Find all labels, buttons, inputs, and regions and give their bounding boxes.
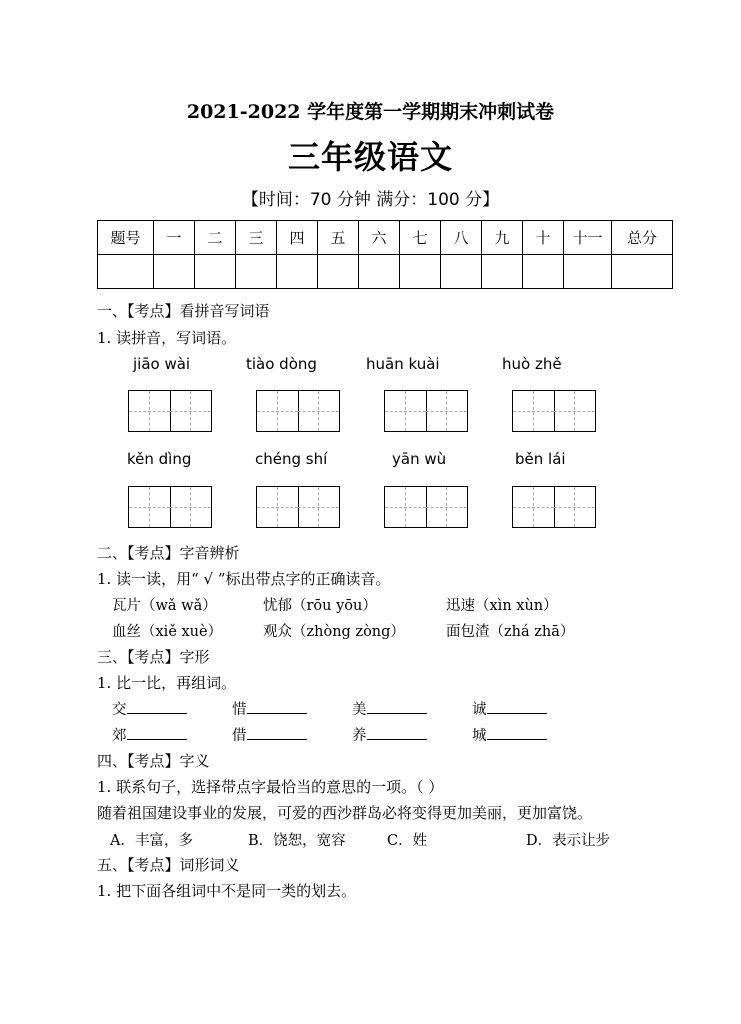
word-char: 郊 <box>112 728 127 744</box>
pronunciation-item[interactable]: 血丝（xiě xuè） <box>112 624 223 640</box>
pinyin-label: kěn dìng <box>127 450 192 468</box>
score-header-cell: 题号 <box>98 221 154 255</box>
writing-grid[interactable] <box>256 486 340 528</box>
pronunciation-item[interactable]: 面包渣（zhá zhā） <box>446 624 575 640</box>
section4-sentence: 随着祖国建设事业的发展，可爱的西沙群岛必将变得更加美丽，更加富饶。 <box>97 804 593 822</box>
pinyin-label: tiào dòng <box>246 355 317 373</box>
option-d[interactable]: D．表示让步 <box>526 833 611 849</box>
section3-question: 1. 比一比，再组词。 <box>97 674 237 692</box>
pronunciation-item[interactable]: 迅速（xìn xùn） <box>446 598 558 614</box>
score-header-cell: 九 <box>482 221 523 255</box>
time-info: 【时间：70 分钟 满分：100 分】 <box>241 190 500 210</box>
section1-heading: 一、【考点】看拼音写词语 <box>97 302 270 320</box>
writing-grid[interactable] <box>384 486 468 528</box>
word-char: 诚 <box>472 702 487 718</box>
word-item <box>352 724 427 745</box>
section4-heading: 四、【考点】字义 <box>97 752 210 770</box>
pronunciation-item[interactable]: 观众（zhòng zòng） <box>263 624 405 640</box>
score-input-cell[interactable] <box>359 255 400 289</box>
pinyin-label: yān wù <box>392 450 447 468</box>
subject-title: 三年级语文 <box>287 138 453 176</box>
answer-blank[interactable] <box>247 699 307 714</box>
section2-question: 1. 读一读，用“ √ ”标出带点字的正确读音。 <box>97 570 391 588</box>
score-input-cell[interactable] <box>441 255 482 289</box>
section1-question: 1. 读拼音，写词语。 <box>97 329 237 347</box>
writing-grid[interactable] <box>128 390 212 432</box>
pinyin-label: běn lái <box>515 450 566 468</box>
pinyin-label: huò zhě <box>502 355 562 373</box>
word-item <box>112 724 187 745</box>
answer-blank[interactable] <box>127 699 187 714</box>
answer-blank[interactable] <box>367 699 427 714</box>
score-input-cell[interactable] <box>564 255 612 289</box>
score-input-cell[interactable] <box>154 255 195 289</box>
word-char: 借 <box>232 728 247 744</box>
word-item <box>472 724 547 745</box>
option-b[interactable]: B．饶恕，宽容 <box>248 833 346 849</box>
word-item <box>232 698 307 719</box>
exam-title: 2021-2022 学年度第一学期期末冲刺试卷 <box>186 101 555 123</box>
section5-question: 1. 把下面各组词中不是同一类的划去。 <box>97 882 357 900</box>
score-header-row <box>98 221 673 255</box>
score-header-cell: 七 <box>400 221 441 255</box>
word-char: 惜 <box>232 702 247 718</box>
word-item <box>112 698 187 719</box>
writing-grid[interactable] <box>128 486 212 528</box>
score-header-cell: 四 <box>277 221 318 255</box>
score-input-cell[interactable] <box>612 255 673 289</box>
score-input-cell[interactable] <box>400 255 441 289</box>
answer-blank[interactable] <box>367 725 427 740</box>
section3-heading: 三、【考点】字形 <box>97 648 210 666</box>
word-char: 养 <box>352 728 367 744</box>
word-char: 交 <box>112 702 127 718</box>
score-input-cell[interactable] <box>318 255 359 289</box>
option-c[interactable]: C．姓 <box>387 833 428 849</box>
score-input-cell[interactable] <box>523 255 564 289</box>
answer-blank[interactable] <box>127 725 187 740</box>
answer-blank[interactable] <box>487 725 547 740</box>
score-header-cell: 六 <box>359 221 400 255</box>
word-char: 美 <box>352 702 367 718</box>
section2-heading: 二、【考点】字音辨析 <box>97 544 240 562</box>
word-char: 城 <box>472 728 487 744</box>
score-header-cell: 十 <box>523 221 564 255</box>
pronunciation-item[interactable]: 瓦片（wǎ wǎ） <box>112 598 217 614</box>
answer-blank[interactable] <box>487 699 547 714</box>
writing-grid[interactable] <box>384 390 468 432</box>
answer-blank[interactable] <box>247 725 307 740</box>
score-header-cell: 三 <box>236 221 277 255</box>
score-table <box>97 220 673 289</box>
pinyin-label: jiāo wài <box>133 355 191 373</box>
section4-question: 1. 联系句子，选择带点字最恰当的意思的一项。（ ） <box>97 778 444 796</box>
score-header-cell: 十一 <box>564 221 612 255</box>
score-input-cell[interactable] <box>195 255 236 289</box>
score-header-cell: 总分 <box>612 221 673 255</box>
writing-grid[interactable] <box>256 390 340 432</box>
score-input-cell[interactable] <box>236 255 277 289</box>
writing-grid[interactable] <box>512 390 596 432</box>
pinyin-label: huān kuài <box>366 355 440 373</box>
score-header-cell: 一 <box>154 221 195 255</box>
pinyin-label: chéng shí <box>255 450 328 468</box>
option-a[interactable]: A．丰富，多 <box>110 833 193 849</box>
score-input-cell[interactable] <box>277 255 318 289</box>
word-item <box>232 724 307 745</box>
score-input-cell[interactable] <box>482 255 523 289</box>
score-header-cell: 二 <box>195 221 236 255</box>
word-item <box>472 698 547 719</box>
score-input-cell[interactable] <box>98 255 154 289</box>
score-value-row <box>98 255 673 289</box>
score-header-cell: 五 <box>318 221 359 255</box>
section5-heading: 五、【考点】词形词义 <box>97 856 240 874</box>
pronunciation-item[interactable]: 忧郁（rōu yōu） <box>263 598 377 614</box>
writing-grid[interactable] <box>512 486 596 528</box>
word-item <box>352 698 427 719</box>
score-header-cell: 八 <box>441 221 482 255</box>
